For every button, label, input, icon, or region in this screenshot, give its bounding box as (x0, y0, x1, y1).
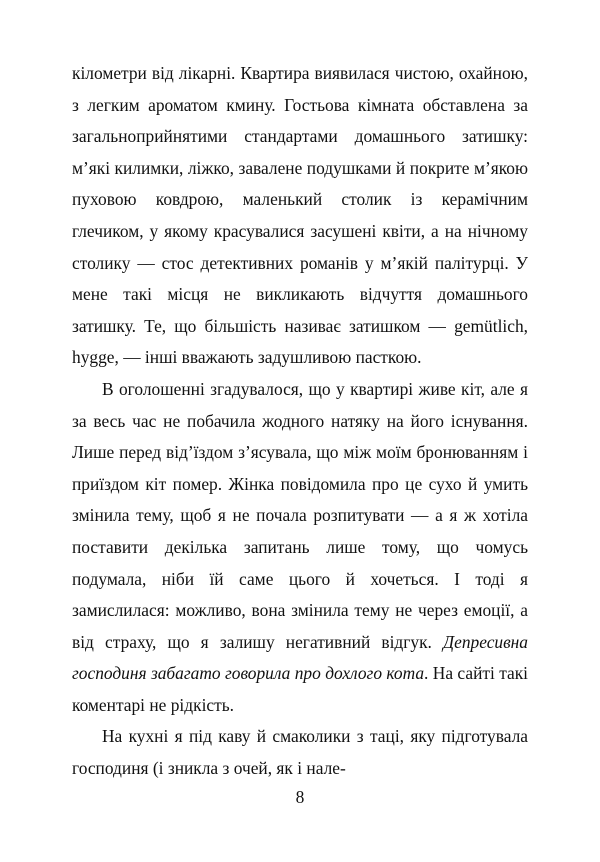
italic-text-run: Депресивна господиня забагато говорила про дохлого кота (72, 631, 528, 684)
text-run: . На сайті такі коментарі не рідкість. (72, 663, 529, 715)
page-text-body (72, 58, 528, 785)
paragraph (72, 374, 528, 722)
text-run: В оголошенні згадувалося, що у квартирі живе кіт, але я за весь час не побачила жодного натяку на його існування. Лише перед від’їздом з’ясувала, що між моїм бронюванням і приїздом кіт помер. Жінка повідомила про це сухо й умить змінила тему, щоб я не почала розпитувати — а я ж хотіла поставити декілька запитань лише тому, що чомусь подумала, ніби їй саме цього й хочеться. І тоді я замислилася: можливо, вона змінила тему не через емоції, а від страху, що я залишу негативний відгук. (72, 378, 528, 652)
paragraph (72, 58, 528, 374)
text-run: кілометри від лікарні. Квартира виявилася чистою, охайною, з легким ароматом кмину. Гостьова кімната обставлена за загальноприйнятими стандартами домашнього затишку: м’які килимки, ліжко, завалене подушками й покрите м’якою пуховою ковдрою, маленький столик із керамічним глечиком, у якому красувалися засушені квіти, а на нічному столику — стос детективних романів у м’якій палітурці. У мене такі місця не викликають відчуття домашнього затишку. Те, що більшість називає затишком — gemütlich, hygge, — інші вважають задушливою пасткою. (72, 63, 528, 368)
paragraph (72, 721, 528, 784)
text-run: На кухні я під каву й смаколики з таці, яку підготувала господиня (і зникла з очей, як і нале- (72, 726, 528, 779)
page-number: 8 (295, 787, 305, 807)
